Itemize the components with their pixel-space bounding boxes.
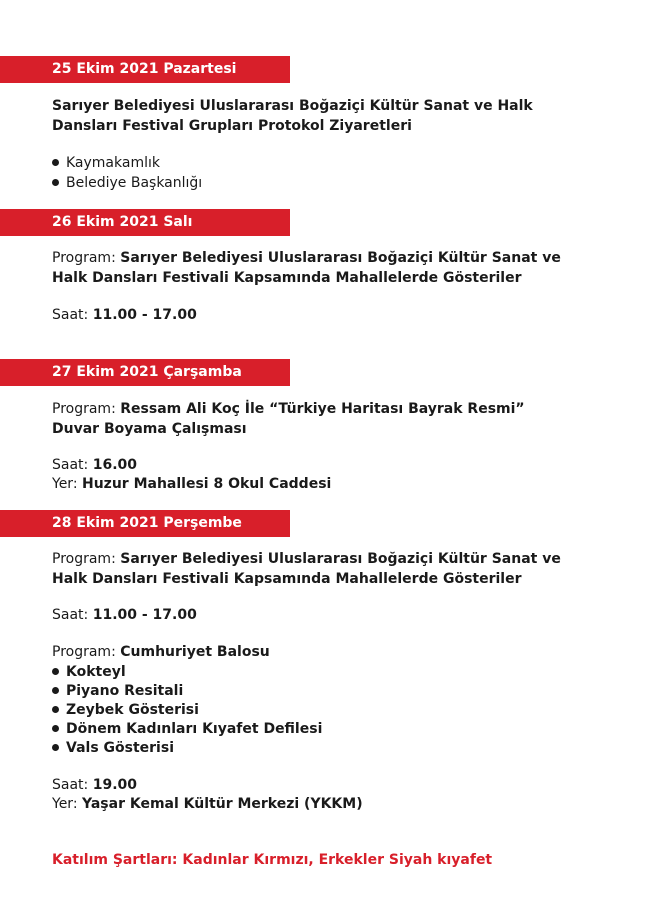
date-header-26-ekim: 26 Ekim 2021 Salı <box>0 209 290 236</box>
program-label: Program: <box>52 644 116 660</box>
day4-program-line1 <box>52 549 561 569</box>
day4-place <box>52 794 363 814</box>
program-value: Ressam Ali Koç İle “Türkiye Haritası Bayrak Resmi” <box>120 401 525 417</box>
day4-program2 <box>52 642 270 662</box>
place-label: Yer: <box>52 476 78 492</box>
time-label: Saat: <box>52 457 89 473</box>
participation-requirements <box>52 850 492 870</box>
place-value: Yaşar Kemal Kültür Merkezi (YKKM) <box>82 796 363 812</box>
list-item-label: Piyano Resitali <box>66 683 184 699</box>
time-value: 16.00 <box>92 457 138 473</box>
list-item-label: Dönem Kadınları Kıyafet Defilesi <box>66 721 323 737</box>
bullet-icon <box>52 668 59 675</box>
date-header-28-ekim: 28 Ekim 2021 Perşembe <box>0 510 290 537</box>
bullet-icon <box>52 706 59 713</box>
date-header-27-ekim: 27 Ekim 2021 Çarşamba <box>0 359 290 386</box>
list-item <box>52 700 199 720</box>
list-item-label: Zeybek Gösterisi <box>66 702 199 718</box>
list-item-label: Kokteyl <box>66 664 126 680</box>
list-item <box>52 719 322 739</box>
list-item <box>52 738 174 758</box>
day3-program-line2: Duvar Boyama Çalışması <box>52 421 247 437</box>
time-label: Saat: <box>52 307 89 323</box>
program-label: Program: <box>52 250 116 266</box>
bullet-icon <box>52 725 59 732</box>
time-label: Saat: <box>52 607 89 623</box>
list-item <box>52 173 202 193</box>
list-item <box>52 681 183 701</box>
day3-place <box>52 474 331 494</box>
day3-time <box>52 455 137 475</box>
day3-program-line1 <box>52 399 525 419</box>
bullet-icon <box>52 179 59 186</box>
time-value: 19.00 <box>92 777 138 793</box>
program-label: Program: <box>52 551 116 567</box>
program-value: Sarıyer Belediyesi Uluslararası Boğaziçi Kültür Sanat ve <box>120 250 561 266</box>
bullet-icon <box>52 159 59 166</box>
day2-time <box>52 305 197 325</box>
bullet-icon <box>52 687 59 694</box>
day1-title-line1: Sarıyer Belediyesi Uluslararası Boğaziçi Kültür Sanat ve Halk <box>52 98 533 114</box>
list-item-label: Kaymakamlık <box>66 155 160 171</box>
day2-program-line2: Halk Dansları Festivali Kapsamında Mahallelerde Gösteriler <box>52 270 522 286</box>
program-value: Cumhuriyet Balosu <box>120 644 270 660</box>
place-value: Huzur Mahallesi 8 Okul Caddesi <box>82 476 332 492</box>
list-item <box>52 662 126 682</box>
bullet-icon <box>52 744 59 751</box>
day4-time <box>52 605 197 625</box>
program-value: Sarıyer Belediyesi Uluslararası Boğaziçi Kültür Sanat ve <box>120 551 561 567</box>
time-value: 11.00 - 17.00 <box>92 607 197 623</box>
time-value: 11.00 - 17.00 <box>92 307 197 323</box>
place-label: Yer: <box>52 796 78 812</box>
time-label: Saat: <box>52 777 89 793</box>
date-header-25-ekim: 25 Ekim 2021 Pazartesi <box>0 56 290 83</box>
list-item <box>52 153 160 173</box>
requirements-value: Kadınlar Kırmızı, Erkekler Siyah kıyafet <box>182 852 493 868</box>
program-label: Program: <box>52 401 116 417</box>
day2-program-line1 <box>52 248 561 268</box>
list-item-label: Belediye Başkanlığı <box>66 175 203 191</box>
list-item-label: Vals Gösterisi <box>66 740 174 756</box>
day4-program-line2: Halk Dansları Festivali Kapsamında Mahallelerde Gösteriler <box>52 571 522 587</box>
day4-time2 <box>52 775 137 795</box>
requirements-label: Katılım Şartları: <box>52 852 178 868</box>
day1-title-line2: Dansları Festival Grupları Protokol Ziyaretleri <box>52 118 412 134</box>
